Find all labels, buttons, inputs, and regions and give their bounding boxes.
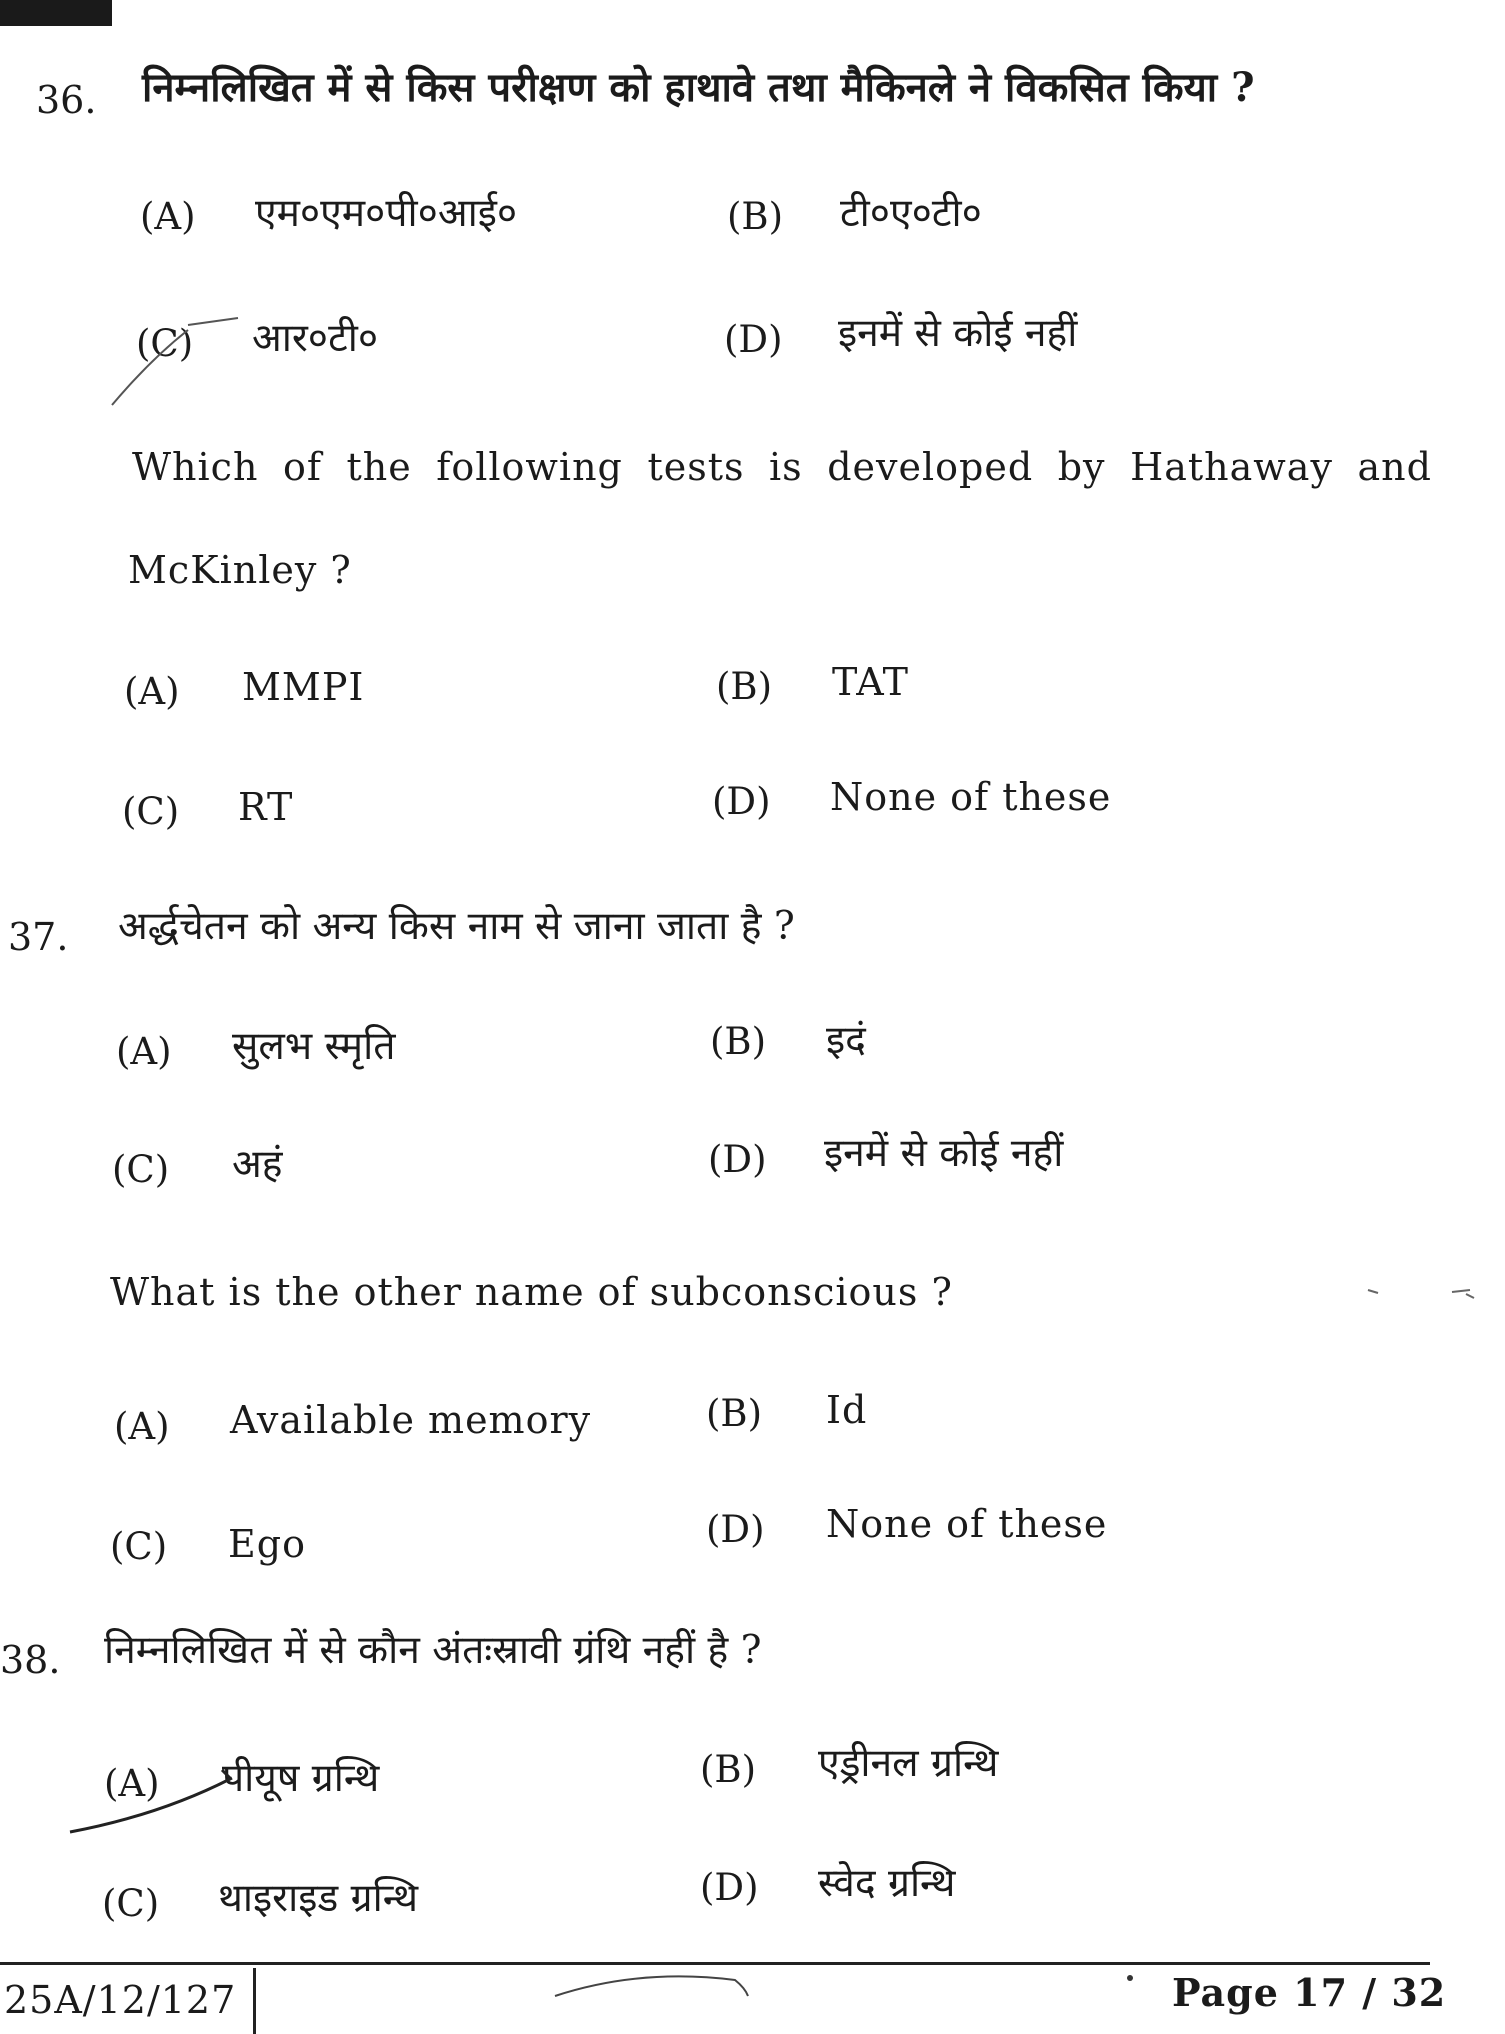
q36-english-option-a-label: (A) (124, 670, 180, 713)
q37-hindi-option-c-text: अहं (232, 1142, 283, 1187)
q37-english-option-b-label: (B) (706, 1392, 763, 1435)
q37-english-option-c-text: Ego (228, 1522, 306, 1566)
q36-hindi-option-c-label: (C) (136, 322, 194, 365)
question-37-hindi: अर्द्धचेतन को अन्य किस नाम से जाना जाता है ? (118, 904, 795, 949)
q36-english-option-d-text: None of these (830, 775, 1112, 819)
q37-hindi-option-d-label: (D) (708, 1138, 767, 1181)
word: of (283, 445, 322, 489)
q37-english-option-c-label: (C) (110, 1525, 168, 1568)
page-number: Page 17 / 32 (1172, 1970, 1447, 2015)
word: tests (647, 445, 745, 489)
q38-hindi-option-c-text: थाइराइड ग्रन्थि (218, 1876, 419, 1921)
question-38-hindi: निम्नलिखित में से कौन अंतःस्रावी ग्रंथि नहीं है ? (104, 1628, 762, 1673)
q36-hindi-option-d-label: (D) (724, 318, 783, 361)
q37-english-option-d-label: (D) (706, 1508, 765, 1551)
q38-hindi-option-a-text: पीयूष ग्रन्थि (222, 1756, 380, 1801)
q38-hindi-option-c-label: (C) (102, 1882, 160, 1925)
q36-hindi-option-c-text: आर०टी० (252, 316, 379, 361)
q36-english-option-b-label: (B) (716, 665, 773, 708)
q36-hindi-option-a-text: एम०एम०पी०आई० (255, 191, 518, 236)
stray-dot (1127, 1975, 1133, 1981)
word: and (1357, 445, 1432, 489)
stray-mark-2 (1452, 1290, 1474, 1298)
q37-hindi-option-d-text: इनमें से कोई नहीं (824, 1131, 1064, 1176)
q37-hindi-option-a-label: (A) (116, 1030, 172, 1073)
q36-hindi-option-b-label: (B) (727, 195, 784, 238)
page-corner-tab (0, 0, 112, 26)
q36-english-option-a-text: MMPI (242, 665, 365, 709)
q36-english-option-b-text: TAT (832, 660, 909, 704)
q37-english-option-a-text: Available memory (230, 1398, 592, 1442)
q37-hindi-option-b-text: इदं (826, 1018, 866, 1063)
q37-hindi-option-c-label: (C) (112, 1148, 170, 1191)
q36-english-option-c-label: (C) (122, 790, 180, 833)
word: following (436, 445, 623, 489)
word: Which (132, 445, 259, 489)
booklet-code: 25A/12/127 (0, 1968, 256, 2034)
q38-hindi-option-b-text: एड्रीनल ग्रन्थि (818, 1741, 999, 1786)
q37-hindi-option-a-text: सुलभ स्मृति (232, 1024, 396, 1069)
q37-english-option-b-text: Id (826, 1388, 868, 1432)
question-36-number: 36. (36, 78, 97, 122)
q37-english-question: What is the other name of subconscious ? (110, 1270, 953, 1314)
q38-hindi-option-b-label: (B) (700, 1748, 757, 1791)
word: developed (827, 445, 1034, 489)
q36-english-question-line1 (132, 445, 1432, 489)
pen-scribble-footer (555, 1976, 748, 1996)
q38-hindi-option-d-text: स्वेद ग्रन्थि (818, 1861, 956, 1906)
question-37-number: 37. (8, 915, 69, 959)
q36-english-question-line2: McKinley ? (128, 548, 352, 592)
q37-english-option-d-text: None of these (826, 1502, 1108, 1546)
word: is (769, 445, 803, 489)
question-36-hindi: निम्नलिखित में से किस परीक्षण को हाथावे तथा मैकिनले ने विकसित किया ? (142, 64, 1255, 111)
word: Hathaway (1130, 445, 1333, 489)
question-38-number: 38. (0, 1638, 61, 1682)
q36-hindi-option-a-label: (A) (140, 195, 196, 238)
word: by (1057, 445, 1106, 489)
q38-hindi-option-d-label: (D) (700, 1866, 759, 1909)
stray-mark-1 (1368, 1290, 1378, 1293)
q37-english-option-a-label: (A) (114, 1405, 170, 1448)
q36-english-option-d-label: (D) (712, 780, 771, 823)
q37-hindi-option-b-label: (B) (710, 1020, 767, 1063)
q36-hindi-option-b-text: टी०ए०टी० (840, 191, 982, 236)
q36-hindi-option-d-text: इनमें से कोई नहीं (838, 311, 1078, 356)
word: the (346, 445, 412, 489)
footer-rule (0, 1962, 1430, 1965)
q38-hindi-option-a-label: (A) (104, 1762, 160, 1805)
q36-english-option-c-text: RT (238, 785, 294, 829)
